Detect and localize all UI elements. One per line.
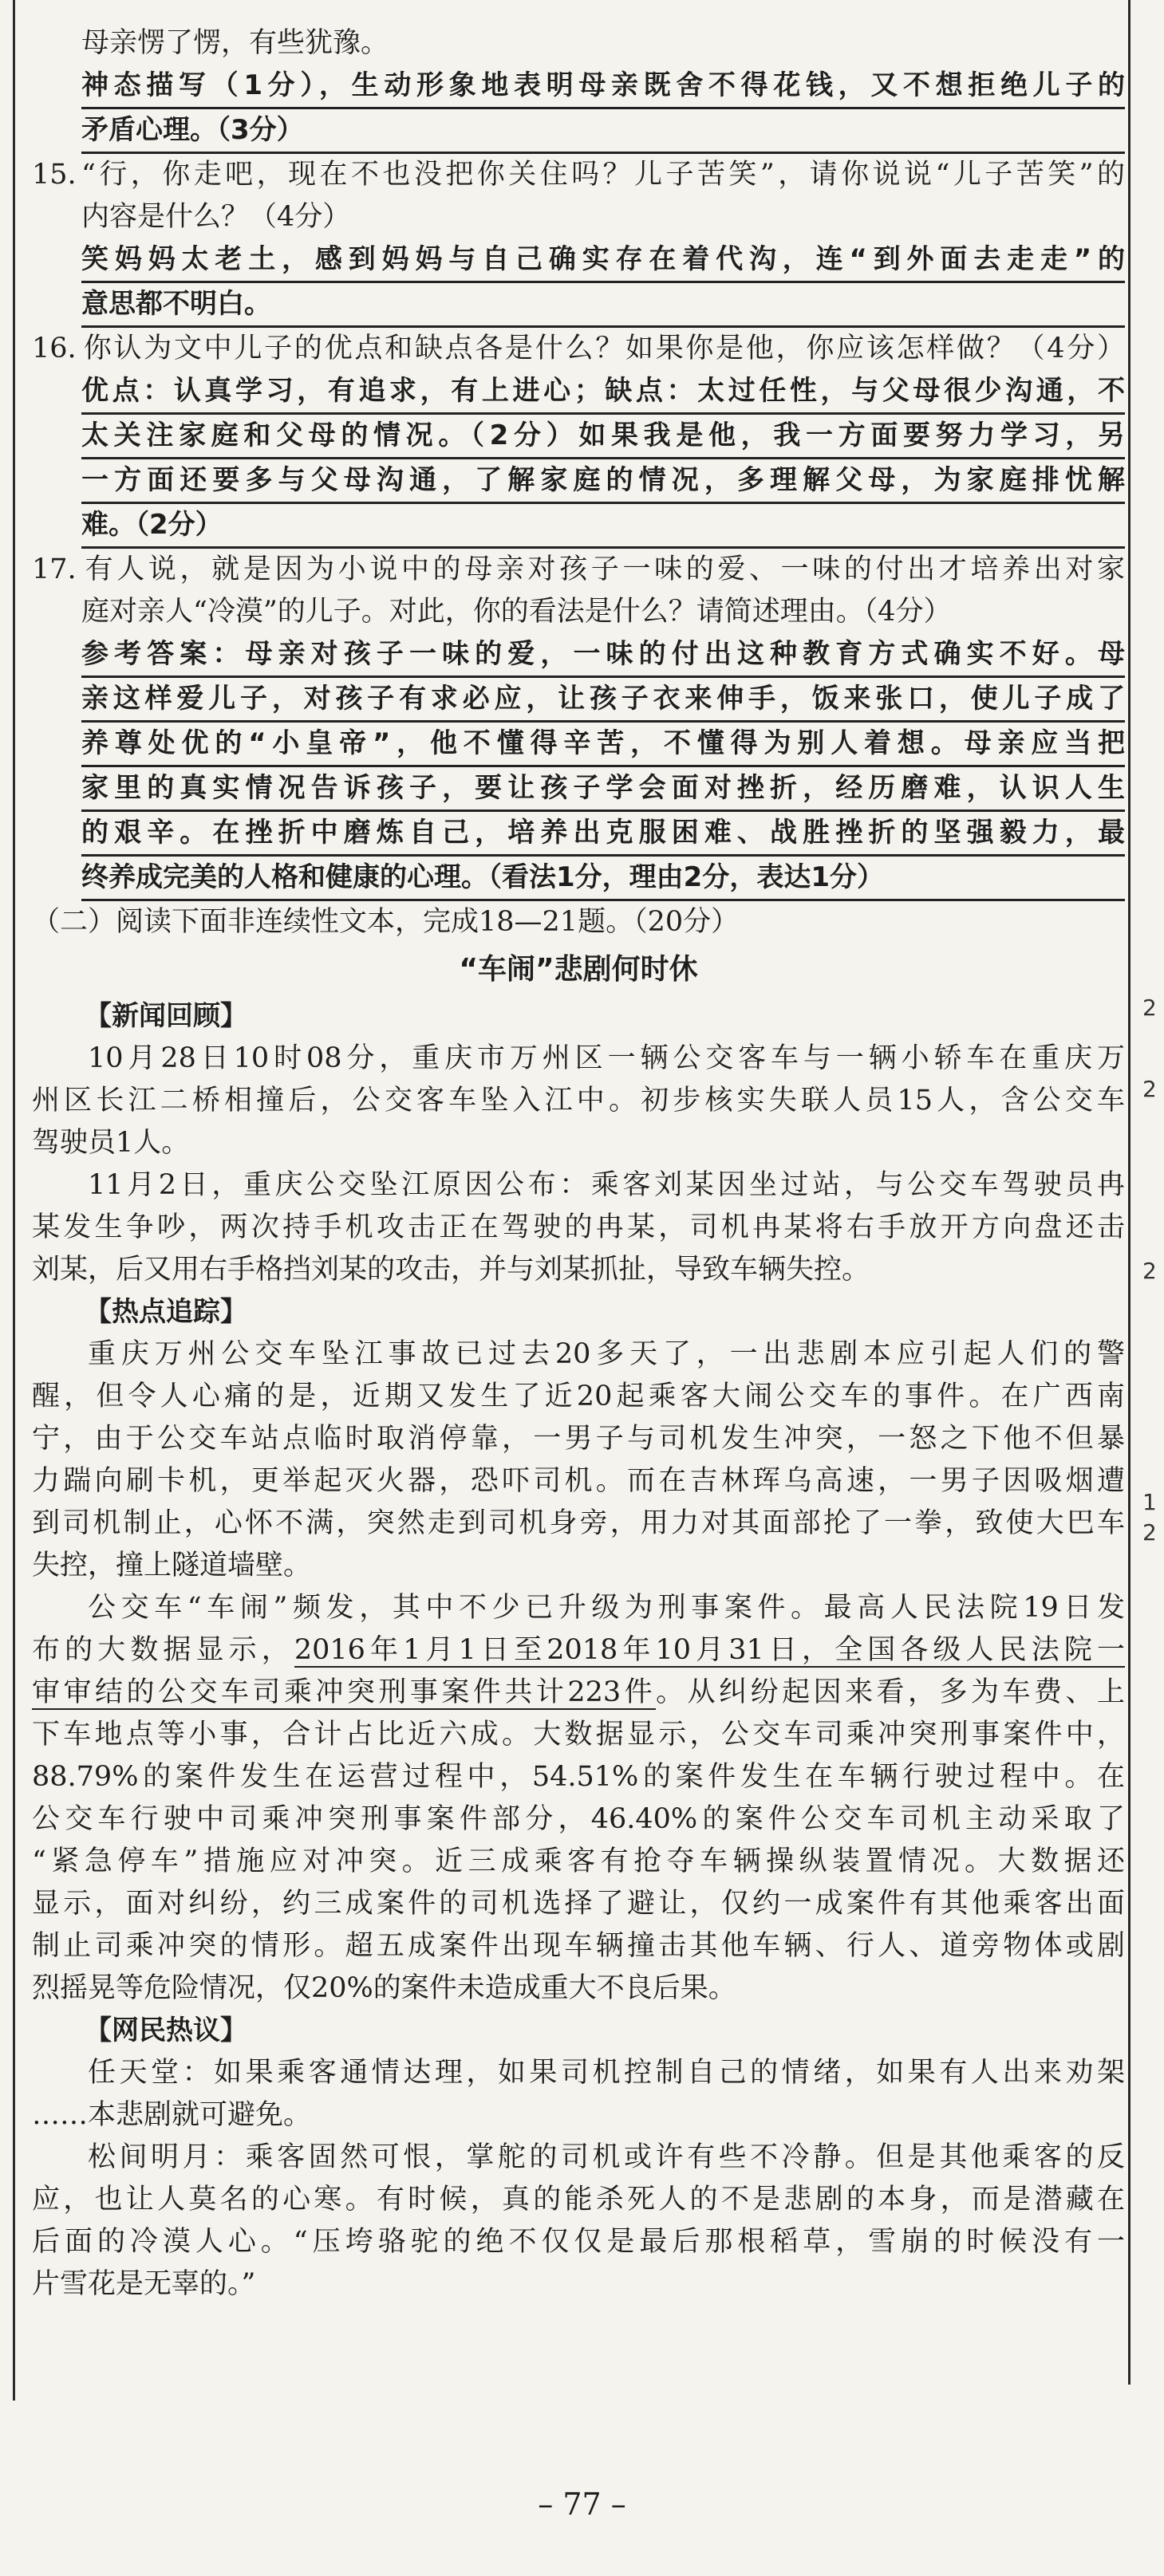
question-number: 15. — [32, 159, 77, 191]
text-line: 驾驶员1人。 — [32, 1127, 190, 1159]
underlined-text: 2016年1月1日至2018年10月31日，全国各级人民法院一 — [294, 1634, 1125, 1666]
text-line: 到司机制止，心怀不满，突然走到司机身旁，用力对其面部抡了一拳，致使大巴车 — [32, 1507, 1125, 1539]
question-text: 母亲愣了愣，有些犹豫。 — [81, 27, 389, 59]
text-line: 重庆万州公交车坠江事故已过去20多天了，一出悲剧本应引起人们的警 — [88, 1338, 1125, 1370]
paragraph — [32, 1587, 1125, 2010]
answer-line: 优点：认真学习，有追求，有上进心；缺点：太过任性，与父母很少沟通，不 — [81, 370, 1125, 415]
question-number: 17. — [32, 553, 77, 585]
page-content — [32, 22, 1125, 2306]
answer-line: 难。（2分） — [81, 504, 1125, 549]
edge-marks — [1142, 0, 1164, 2576]
section-head: 【网民热议】 — [85, 2015, 247, 2046]
answer-line: 意思都不明白。 — [81, 283, 1125, 328]
hot-tracking-section — [32, 1291, 1125, 2010]
question-17 — [32, 549, 1125, 901]
text-line: 醒，但令人心痛的是，近期又发生了近20起乘客大闹公交车的事件。在广西南 — [32, 1381, 1125, 1412]
section-head: 【新闻回顾】 — [85, 1000, 247, 1032]
question-text: 16. 你认为文中儿子的优点和缺点各是什么？如果你是他，你应该怎样做？（4分） — [81, 328, 1125, 370]
question-number: 16. — [32, 333, 77, 364]
text-line: 布的大数据显示，2016年1月1日至2018年10月31日，全国各级人民法院一 — [32, 1634, 1125, 1666]
text-line: ……本悲剧就可避免。 — [32, 2099, 312, 2131]
answer-line: 养尊处优的“小皇帝”，他不懂得辛苦，不懂得为别人着想。母亲应当把 — [81, 723, 1125, 767]
answer-line: 神态描写（1分），生动形象地表明母亲既舍不得花钱，又不想拒绝儿子的 — [81, 65, 1125, 109]
answer-line: 终养成完美的人格和健康的心理。（看法1分，理由2分，表达1分） — [81, 857, 1125, 901]
edge-mark: 2 — [1142, 1519, 1157, 1546]
text-line: 某发生争吵，两次持手机攻击正在驾驶的冉某，司机冉某将右手放开方向盘还击 — [32, 1211, 1125, 1243]
part-two — [32, 901, 1125, 991]
edge-mark: 1 — [1142, 1489, 1157, 1515]
answer-line: 笑妈妈太老土，感到妈妈与自己确实存在着代沟，连“到外面去走走”的 — [81, 238, 1125, 283]
text-line: 片雪花是无辜的。” — [32, 2268, 256, 2300]
text-line: 10月28日10时08分，重庆市万州区一辆公交客车与一辆小轿车在重庆万 — [88, 1042, 1125, 1074]
text-line: 公交车“车闹”频发，其中不少已升级为刑事案件。最高人民法院19日发 — [88, 1592, 1125, 1624]
question-text: 15. “行，你走吧，现在不也没把你关住吗？儿子苦笑”，请你说说“儿子苦笑”的 — [81, 154, 1125, 196]
edge-mark: 2 — [1142, 1076, 1157, 1102]
text-line: 任天堂：如果乘客通情达理，如果司机控制自己的情绪，如果有人出来劝架 — [88, 2057, 1125, 2089]
underlined-text: 审审结的公交车司乘冲突刑事案件共计223件 — [32, 1676, 657, 1708]
left-margin-rule — [13, 0, 15, 2401]
question-16 — [32, 328, 1125, 549]
section-head: 【热点追踪】 — [85, 1296, 247, 1328]
text-line: 应，也让人莫名的心寒。有时候，真的能杀死人的不是悲剧的本身，而是潜藏在 — [32, 2184, 1125, 2216]
text-line: 后面的冷漠人心。“压垮骆驼的绝不仅仅是最后那根稻草，雪崩的时候没有一 — [32, 2226, 1125, 2258]
text-line: 松间明月：乘客固然可恨，掌舵的司机或许有些不冷静。但是其他乘客的反 — [88, 2141, 1125, 2173]
text-line: 刘某，后又用右手格挡刘某的攻击，并与刘某抓扯，导致车辆失控。 — [32, 1254, 870, 1286]
paragraph — [32, 1038, 1125, 1164]
page-number: – 77 – — [538, 2487, 626, 2522]
question-text: 庭对亲人“冷漠”的儿子。对此，你的看法是什么？请简述理由。（4分） — [81, 596, 952, 628]
text-line: 烈摇晃等危险情况，仅20%的案件未造成重大不良后果。 — [32, 1972, 736, 2004]
text-line: 88.79%的案件发生在运营过程中，54.51%的案件发生在车辆行驶过程中。在 — [32, 1761, 1125, 1793]
text-line: 显示，面对纠纷，约三成案件的司机选择了避让，仅约一成案件有其他乘客出面 — [32, 1888, 1125, 1920]
paragraph — [32, 1333, 1125, 1587]
question-text: 17. 有人说，就是因为小说中的母亲对孩子一味的爱、一味的付出才培养出对家 — [81, 549, 1125, 591]
answer-line: 家里的真实情况告诉孩子，要让孩子学会面对挫折，经历磨难，认识人生 — [81, 767, 1125, 812]
answer-line: 亲这样爱儿子，对孩子有求必应，让孩子衣来伸手，饭来张口，使儿子成了 — [81, 678, 1125, 723]
text-line: 州区长江二桥相撞后，公交客车坠入江中。初步核实失联人员15人，含公交车 — [32, 1085, 1125, 1117]
answer-line: 一方面还要多与父母沟通，了解家庭的情况，多理解父母，为家庭排忧解 — [81, 459, 1125, 504]
text-line: 11月2日，重庆公交坠江原因公布：乘客刘某因坐过站，与公交车驾驶员冉 — [88, 1169, 1125, 1201]
netizens-section — [32, 2010, 1125, 2306]
text-line: 宁，由于公交车站点临时取消停靠，一男子与司机发生冲突，一怒之下他不但暴 — [32, 1423, 1125, 1455]
text-line: 失控，撞上隧道墙壁。 — [32, 1550, 312, 1581]
question-15 — [32, 154, 1125, 328]
edge-mark: 2 — [1142, 1258, 1157, 1284]
answer-line: 矛盾心理。（3分） — [81, 109, 1125, 154]
paragraph — [32, 2137, 1125, 2306]
edge-mark: 2 — [1142, 995, 1157, 1021]
text-line: 下车地点等小事，合计占比近六成。大数据显示，公交车司乘冲突刑事案件中， — [32, 1719, 1125, 1751]
paragraph — [32, 2052, 1125, 2137]
paragraph — [32, 1164, 1125, 1291]
question-14-tail — [32, 22, 1125, 154]
right-margin-rule — [1128, 0, 1130, 2385]
text-line: 审审结的公交车司乘冲突刑事案件共计223件。从纠纷起因来看，多为车费、上 — [32, 1676, 1125, 1708]
text-line: 公交车行驶中司乘冲突刑事案件部分，46.40%的案件公交车司机主动采取了 — [32, 1803, 1125, 1835]
answer-line: 参考答案：母亲对孩子一味的爱，一味的付出这种教育方式确实不好。母 — [81, 633, 1125, 678]
section-heading: （二）阅读下面非连续性文本，完成18—21题。（20分） — [32, 906, 740, 938]
article-title: “车闹”悲剧何时休 — [459, 953, 698, 986]
answer-line: 的艰辛。在挫折中磨炼自己，培养出克服困难、战胜挫折的坚强毅力，最 — [81, 812, 1125, 857]
text-line: “紧急停车”措施应对冲突。近三成乘客有抢夺车辆操纵装置情况。大数据还 — [32, 1845, 1125, 1877]
text-line: 制止司乘冲突的情形。超五成案件出现车辆撞击其他车辆、行人、道旁物体或剧 — [32, 1930, 1125, 1962]
text-line: 力踹向刷卡机，更举起灭火器，恐吓司机。而在吉林珲乌高速，一男子因吸烟遭 — [32, 1465, 1125, 1497]
answer-line: 太关注家庭和父母的情况。（2分）如果我是他，我一方面要努力学习，另 — [81, 415, 1125, 459]
question-text: 内容是什么？（4分） — [81, 201, 351, 233]
news-review-section — [32, 995, 1125, 1291]
